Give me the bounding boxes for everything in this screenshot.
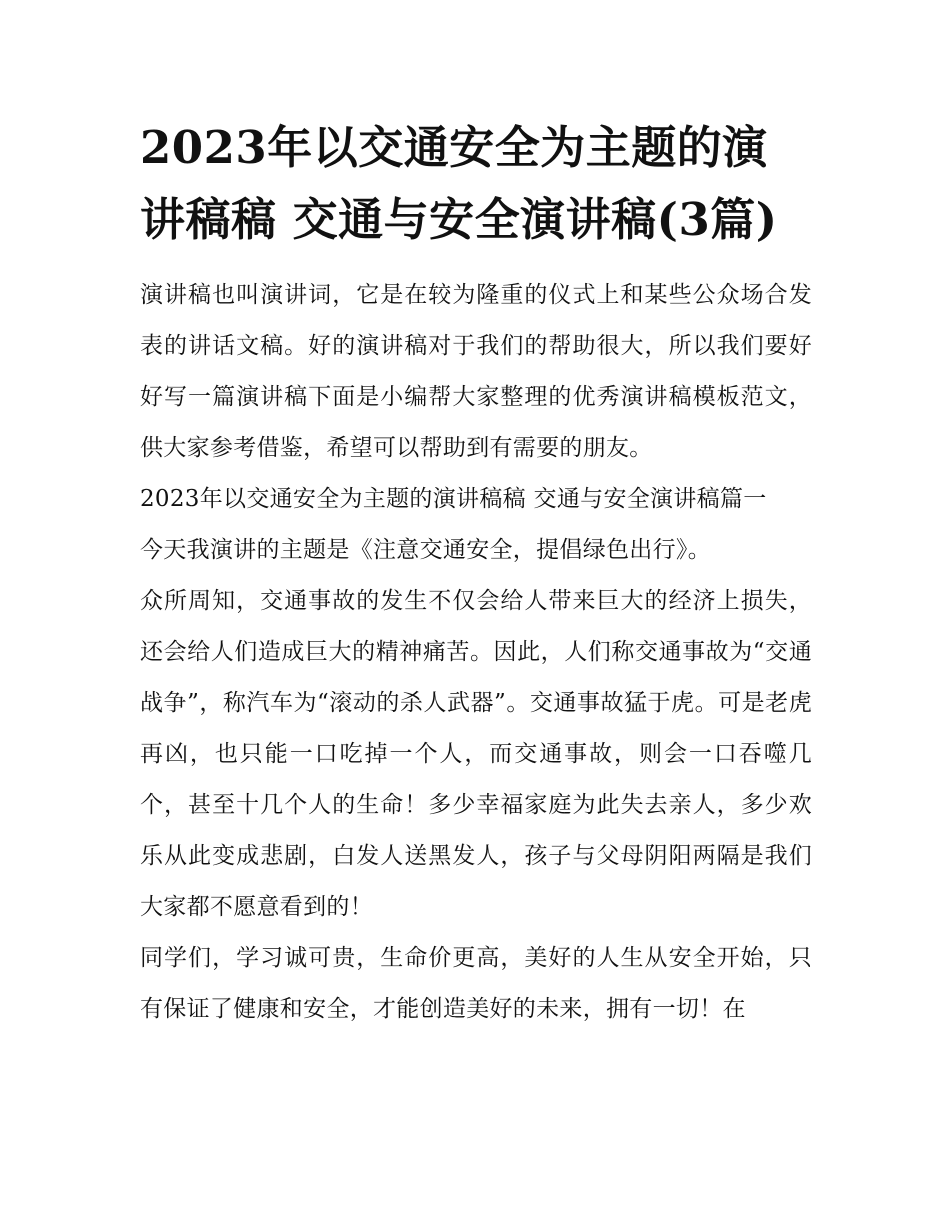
paragraph-section-heading: 2023年以交通安全为主题的演讲稿稿 交通与安全演讲稿篇一: [140, 486, 767, 512]
document-title: 2023年以交通安全为主题的演讲稿稿 交通与安全演讲稿(3篇): [140, 121, 778, 246]
paragraph-topic: 今天我演讲的主题是《注意交通安全，提倡绿色出行》。: [140, 537, 711, 563]
paragraph-body-students: 同学们，学习诚可贵，生命价更高，美好的人生从安全开始，只有保证了健康和安全，才能创造美好的未来，拥有一切！在: [140, 945, 812, 1022]
paragraph-body-accidents: 众所周知，交通事故的发生不仅会给人带来巨大的经济上损失，还会给人们造成巨大的精神痛苦。因此，人们称交通事故为“交通战争”，称汽车为“滚动的杀人武器”。交通事故猛于虎。可是老虎再凶，也只能一口吃掉一个人，而交通事故，则会一口吞噬几个，甚至十几个人的生命！多少幸福家庭为此失去亲人，多少欢乐从此变成悲剧，白发人送黑发人，孩子与父母阴阳两隔是我们大家都不愿意看到的！: [140, 588, 812, 920]
document-page: [140, 112, 812, 1035]
paragraph-intro: 演讲稿也叫演讲词，它是在较为隆重的仪式上和某些公众场合发表的讲话文稿。好的演讲稿对于我们的帮助很大，所以我们要好好写一篇演讲稿下面是小编帮大家整理的优秀演讲稿模板范文，供大家参考借鉴，希望可以帮助到有需要的朋友。: [140, 282, 812, 461]
